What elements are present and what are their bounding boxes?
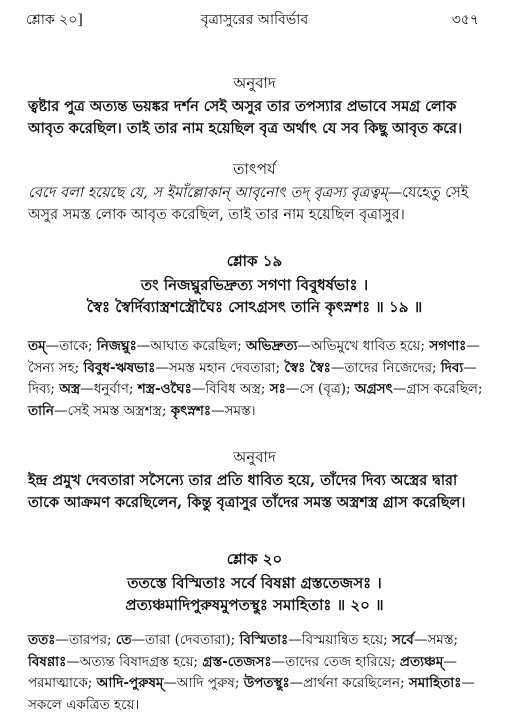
translation-heading: অনুবাদ <box>233 74 276 92</box>
verse-19-text <box>0 274 509 318</box>
synonym-word: অভিদ্রুত্য <box>246 338 298 354</box>
synonym-word: প্রত্যঞ্চম্ <box>399 653 444 670</box>
synonym-word: বিবুধ-ঋষভাঃ <box>83 359 156 376</box>
synonym-word: তে <box>115 632 132 648</box>
verse-19-heading: শ্লোক ১৯ <box>226 252 283 270</box>
translation-2-heading: অনুবাদ <box>233 448 276 466</box>
header-page-number: ৩৫৭ <box>451 12 479 28</box>
translation-2-text <box>28 470 483 514</box>
verse-line: ততস্তে বিস্মিতাঃ সর্বে বিষণ্ণা গ্রস্ততেজসঃ । <box>127 574 382 592</box>
synonym-word: সর্বে <box>391 632 414 648</box>
synonym-meaning: —সেই সমস্ত অস্ত্রশস্ত্র; <box>53 402 171 419</box>
purport-quote: বেদে বলা হয়েছে যে, স ইমাঁল্লোকান্ আবৃনোৎ তদ্ বৃত্রস্য বৃত্রত্বম্ <box>28 185 388 201</box>
synonym-word: বিস্মিতাঃ <box>239 632 289 648</box>
synonym-meaning: —বিস্ময়ান্বিত হয়ে; <box>288 632 392 648</box>
synonym-word: নিজঘ্নুঃ <box>96 338 137 354</box>
synonym-meaning: —তারা (দেবতারা); <box>131 632 240 648</box>
synonym-meaning: —দিব্য; <box>28 359 477 397</box>
purport-line-rest: —যেহেতু সেই <box>387 185 469 201</box>
header-verse-ref: শ্লোক ২০] <box>26 12 83 28</box>
verse-20-synonyms <box>28 630 483 716</box>
verse-line: তং নিজঘ্নুরভিদ্রুত্য সগণা বিবুধর্ষভাঃ । <box>140 276 369 294</box>
synonym-meaning: —বিবিধ অস্ত্র; <box>191 381 270 397</box>
synonym-word: উপতস্থুঃ <box>243 675 290 691</box>
synonym-meaning: —সমস্ত; <box>413 632 458 648</box>
synonym-meaning: —সমস্ত। <box>211 402 256 419</box>
synonym-word: আদি-পুরুষম্ <box>96 675 164 691</box>
synonym-meaning: —গ্রাস করেছিল; <box>392 381 483 397</box>
synonym-meaning: —অভিমুখে ধাবিত হয়ে; <box>297 338 430 354</box>
purport-text <box>28 182 483 226</box>
synonym-meaning: —আঘাত করেছিল; <box>136 338 246 354</box>
synonym-meaning: —অত্যন্ত বিষাদগ্রস্ত হয়ে; <box>66 653 203 670</box>
synonym-meaning: —তাদের নিজেদের; <box>330 359 441 376</box>
verse-line: প্রত্যঞ্চমাদিপুরুষমুপতস্থুঃ সমাহিতাঃ ॥ ২০ ॥ <box>125 596 384 614</box>
synonym-word: গ্রস্ত-তেজসঃ <box>202 653 272 670</box>
synonym-word: অস্ত্র <box>59 381 81 397</box>
synonym-meaning: —সমস্ত মহান দেবতারা; <box>155 359 285 376</box>
purport-line: অসুর সমস্ত লোক আবৃত করেছিল, তাই তার নাম হয়েছিল বৃত্রাসুর। <box>28 207 405 223</box>
synonym-meaning: —সৈন্য সহ; <box>28 338 480 376</box>
synonym-word: দিব্য <box>440 359 464 376</box>
synonym-word: কৃৎস্নশঃ <box>170 402 212 419</box>
purport-heading: তাৎপর্য <box>233 160 276 178</box>
synonym-word: সঃ <box>269 381 286 397</box>
synonym-word: স্বৈঃ স্বৈঃ <box>284 359 331 376</box>
synonym-word: ততঃ <box>28 632 56 648</box>
synonym-meaning: —তাদের তেজ হারিয়ে; <box>271 653 400 670</box>
translation-line: ইন্দ্র প্রমুখ দেবতারা সসৈন্যে তার প্রতি ধাবিত হয়ে, তাঁদের দিব্য অস্ত্রের দ্বারা <box>28 472 458 489</box>
synonym-word: বিষণ্ণাঃ <box>28 653 67 670</box>
synonym-meaning: —সে (বৃত্র); <box>285 381 355 397</box>
synonym-meaning: —প্রার্থনা করেছিলেন; <box>289 675 409 691</box>
verse-line: স্বৈঃ স্বৈর্দিব্যাস্ত্রশস্ত্রৌঘৈঃ সোঽগ্রসৎ তানি কৃৎস্নশঃ ॥ ১৯ ॥ <box>86 298 423 316</box>
synonym-word: সমাহিতাঃ <box>408 675 462 691</box>
synonym-word: অগ্রসৎ <box>354 381 393 397</box>
translation-line: আবৃত করেছিল। তাই তার নাম হয়েছিল বৃত্র অর্থাৎ যে সব কিছু আবৃত করে। <box>28 120 463 137</box>
synonym-meaning: —পরমাত্মাকে; <box>28 653 457 691</box>
translation-text <box>28 96 483 140</box>
synonym-meaning: —আদি পুরুষ; <box>163 675 244 691</box>
translation-line: ত্বষ্টার পুত্র অত্যন্ত ভয়ঙ্কর দর্শন সেই অসুর তার তপস্যার প্রভাবে সমগ্র লোক <box>28 98 457 115</box>
verse-20-text <box>0 572 509 616</box>
synonym-meaning: —তারপর; <box>55 632 116 648</box>
header-chapter-title: বৃত্রাসুরের আবির্ভাব <box>200 12 309 28</box>
synonym-word: তম্ <box>28 338 46 354</box>
synonym-meaning: —সকলে একত্রিত হয়ে। <box>28 675 475 713</box>
synonym-meaning: —ধনুর্বাণ; <box>80 381 138 397</box>
purport-line <box>28 182 483 204</box>
synonym-meaning: —তাকে; <box>45 338 97 354</box>
verse-20-heading: শ্লোক ২০ <box>226 550 283 568</box>
verse-19-synonyms <box>28 336 483 422</box>
synonym-word: সগণাঃ <box>429 338 467 354</box>
synonym-word: তানি <box>28 402 54 419</box>
translation-line: তাকে আক্রমণ করেছিলেন, কিন্তু বৃত্রাসুর তাঁদের সমস্ত অস্ত্রশস্ত্র গ্রাস করেছিল। <box>28 494 466 511</box>
synonym-word: শস্ত্র-ওঘৈঃ <box>137 381 192 397</box>
